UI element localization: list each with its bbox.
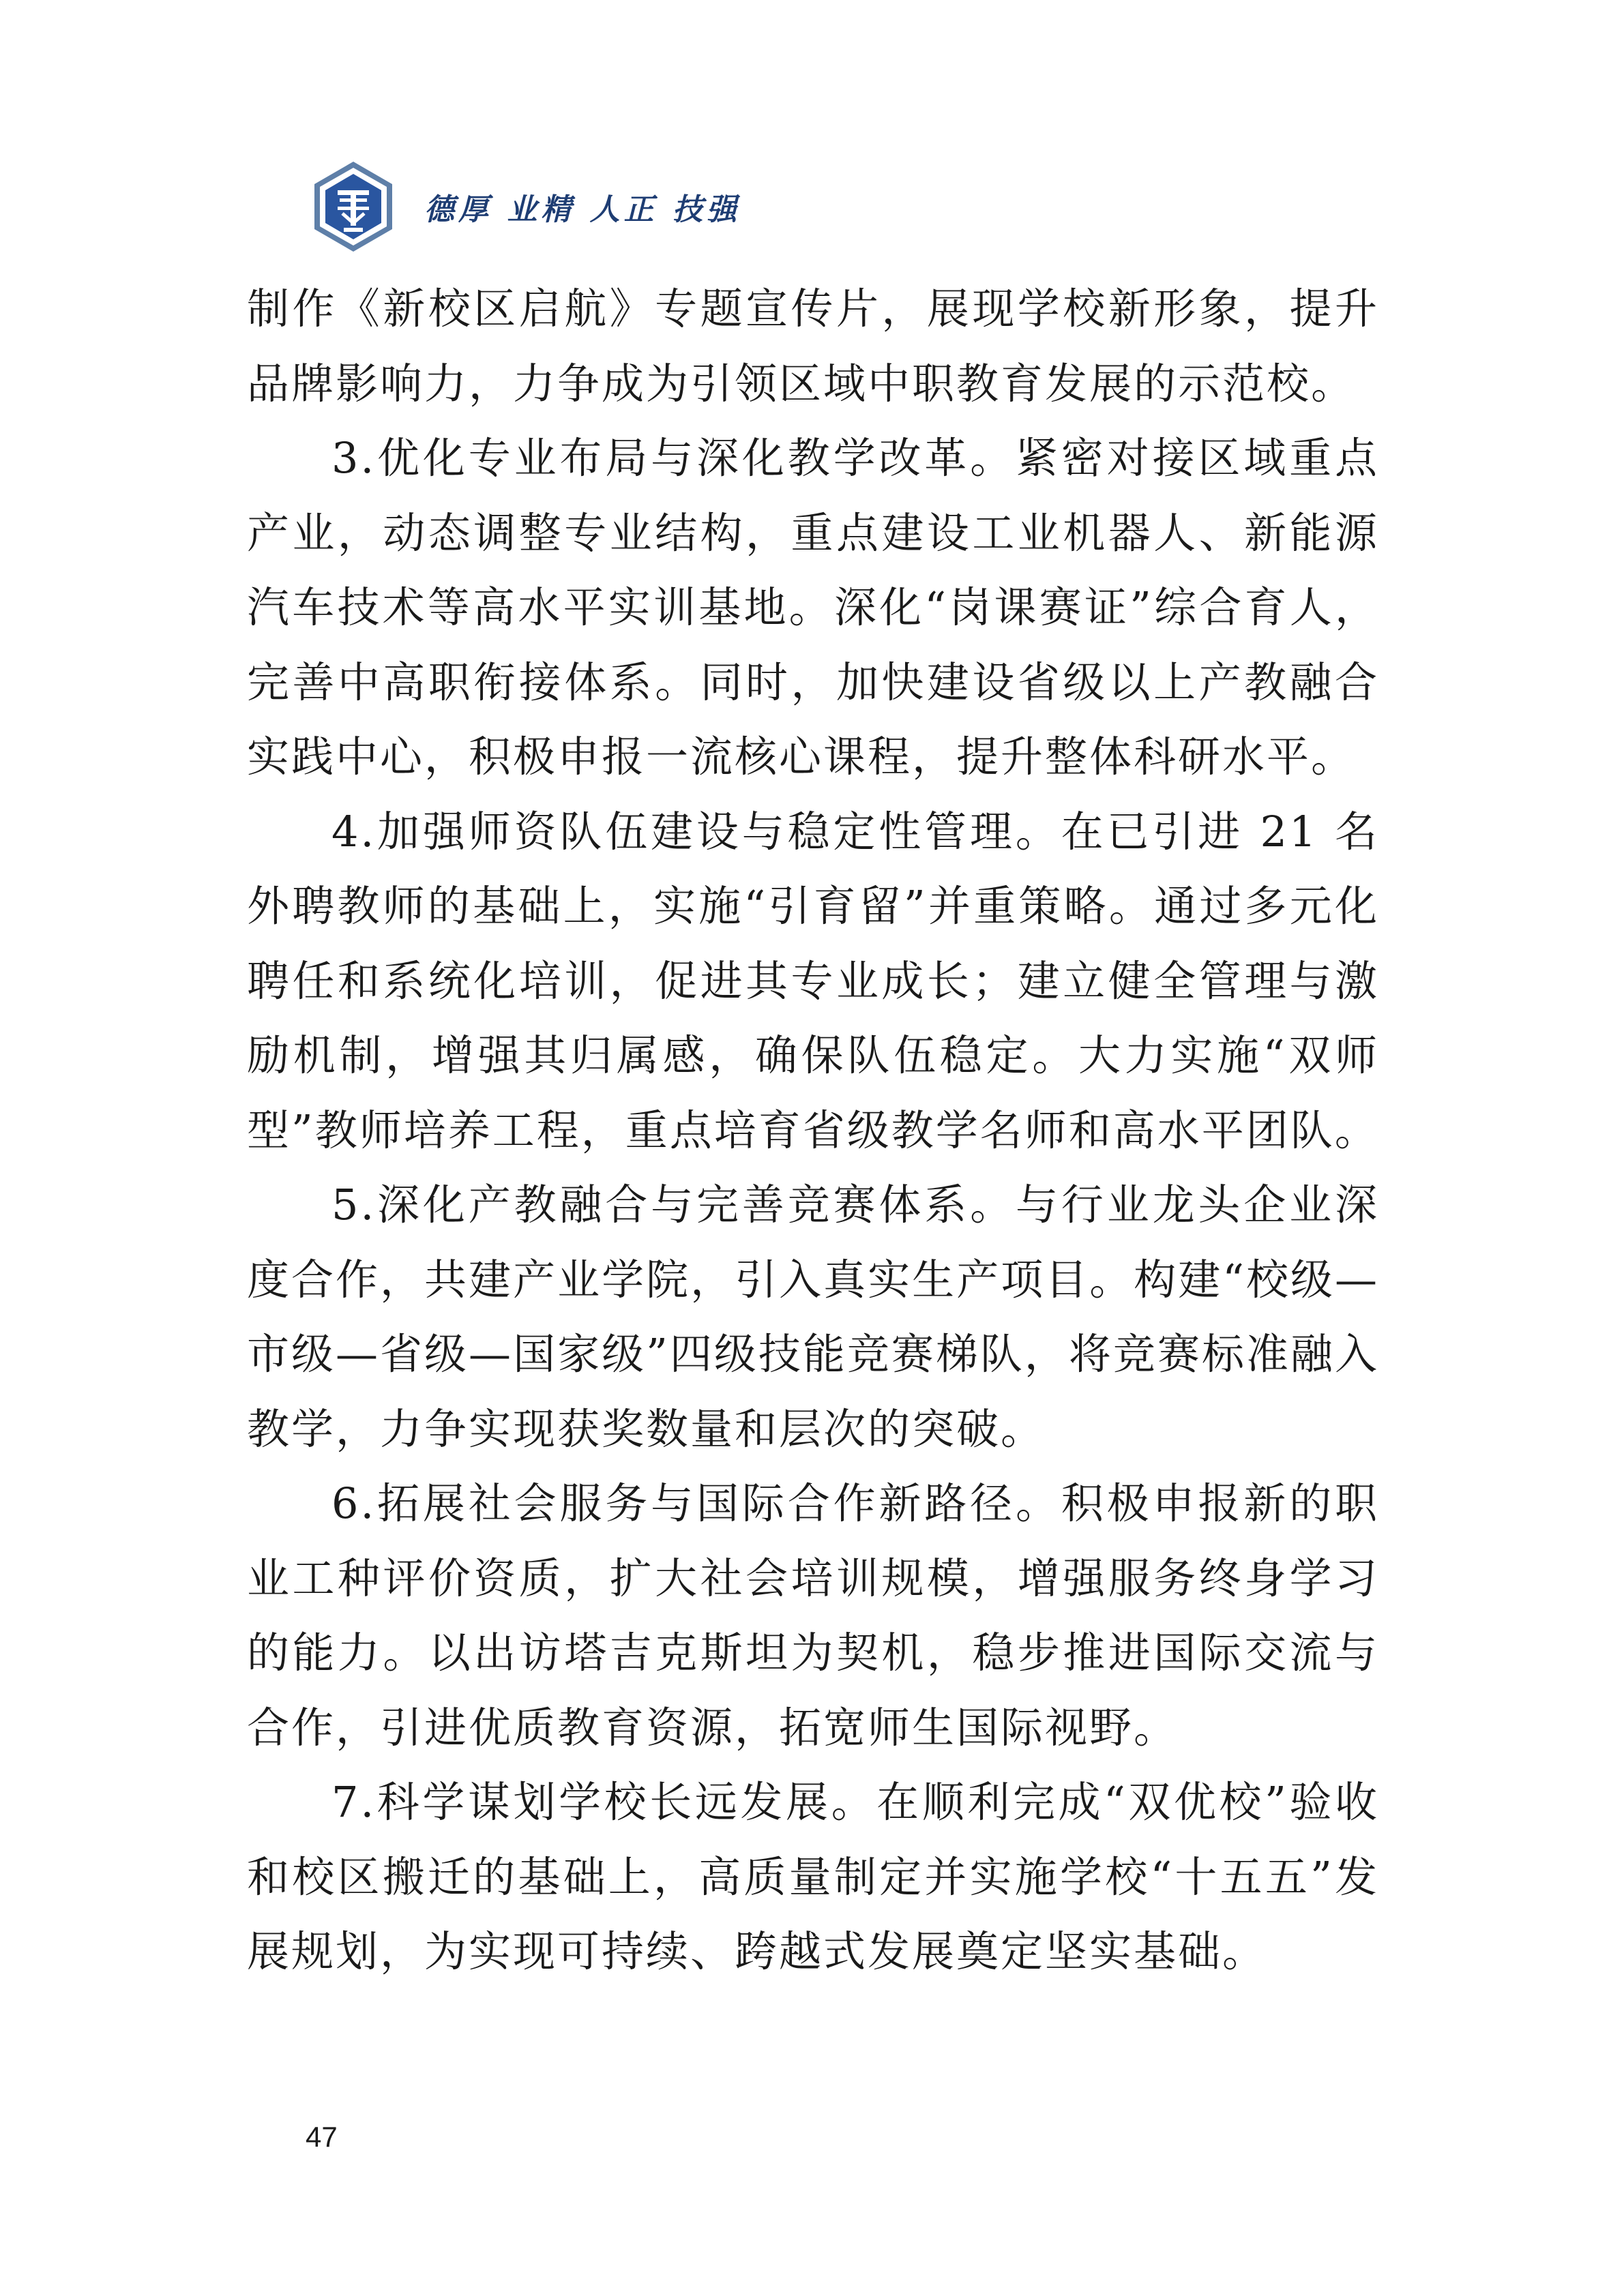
page-number: 47 [306,2121,338,2153]
paragraph-item-5: 5.深化产教融合与完善竞赛体系。与行业龙头企业深度合作，共建产业学院，引入真实生产项目。构建“校级—市级—省级—国家级”四级技能竞赛梯队，将竞赛标准融入教学，力争实现获奖数量和层次的突破。 [247,1180,1379,1454]
page-header [306,155,741,258]
paragraph-item-4: 4.加强师资队伍建设与稳定性管理。在已引进 21 名外聘教师的基础上，实施“引育留”并重策略。通过多元化聘任和系统化培训，促进其专业成长；建立健全管理与激励机制，增强其归属感，确保队伍稳定。大力实施“双师型”教师培养工程，重点培育省级教学名师和高水平团队。 [247,806,1379,1155]
paragraph-item-7: 7.科学谋划学校长远发展。在顺利完成“双优校”验收和校区搬迁的基础上，高质量制定并实施学校“十五五”发展规划，为实现可持续、跨越式发展奠定坚实基础。 [247,1777,1379,1976]
school-emblem-icon [306,159,401,254]
document-body [247,271,1379,1989]
paragraph-item-3: 3.优化专业布局与深化教学改革。紧密对接区域重点产业，动态调整专业结构，重点建设工业机器人、新能源汽车技术等高水平实训基地。深化“岗课赛证”综合育人，完善中高职衔接体系。同时，加快建设省级以上产教融合实践中心，积极申报一流核心课程，提升整体科研水平。 [247,433,1379,781]
school-motto: 德厚 业精 人正 技强 [424,192,741,227]
paragraph-continuation: 制作《新校区启航》专题宣传片，展现学校新形象，提升品牌影响力，力争成为引领区域中职教育发展的示范校。 [247,284,1379,408]
paragraph-item-6: 6.拓展社会服务与国际合作新路径。积极申报新的职业工种评价资质，扩大社会培训规模，增强服务终身学习的能力。以出访塔吉克斯坦为契机，稳步推进国际交流与合作，引进优质教育资源，拓宽师生国际视野。 [247,1478,1379,1753]
